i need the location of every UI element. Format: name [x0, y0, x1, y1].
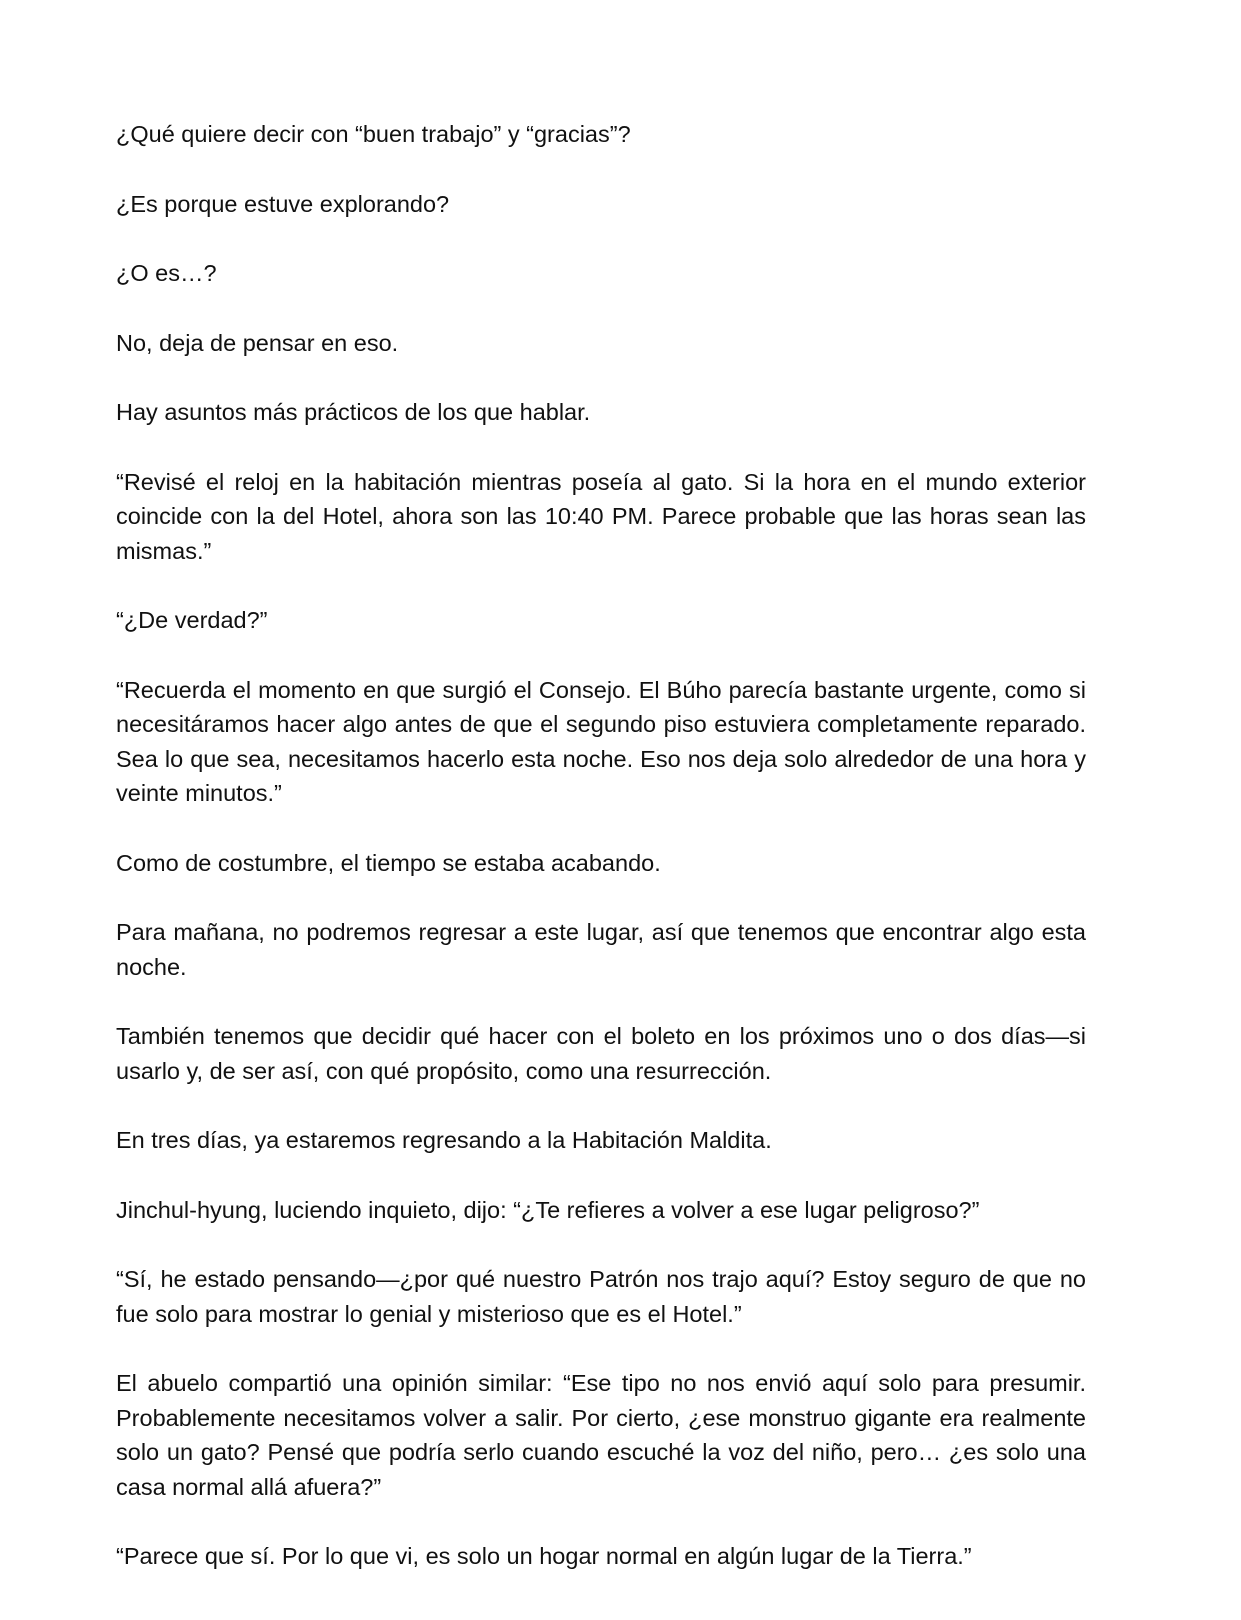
paragraph-11: También tenemos que decidir qué hacer con el boleto en los próximos uno o dos días—si usarlo y, de ser así, con qué propósito, como una resurrección. — [116, 1023, 1086, 1084]
paragraph-3: ¿O es…? — [116, 260, 217, 286]
paragraph-16: “Parece que sí. Por lo que vi, es solo un hogar normal en algún lugar de la Tierra.” — [116, 1543, 972, 1569]
paragraph-15: El abuelo compartió una opinión similar: “Ese tipo no nos envió aquí solo para presumir. Probablemente necesitamos volver a salir. Por cierto, ¿ese monstruo gigante era realmente solo un gato? Pensé que podría serlo cuando escuché la voz del niño, pero… ¿es solo una casa normal allá afuera?” — [116, 1370, 1086, 1500]
document-page — [116, 117, 1086, 1574]
paragraph-4: No, deja de pensar en eso. — [116, 329, 399, 356]
paragraph-7: “¿De verdad?” — [116, 607, 268, 633]
paragraph-14: “Sí, he estado pensando—¿por qué nuestro Patrón nos trajo aquí? Estoy seguro de que no fue solo para mostrar lo genial y misterioso que es el Hotel.” — [116, 1266, 1086, 1327]
paragraph-13: Jinchul-hyung, luciendo inquieto, dijo: “¿Te refieres a volver a ese lugar peligroso?” — [116, 1196, 980, 1223]
paragraph-12: En tres días, ya estaremos regresando a la Habitación Maldita. — [116, 1127, 772, 1153]
paragraph-5: Hay asuntos más prácticos de los que hablar. — [116, 399, 591, 425]
paragraph-1: ¿Qué quiere decir con “buen trabajo” y “gracias”? — [116, 121, 631, 147]
paragraph-8: “Recuerda el momento en que surgió el Consejo. El Búho parecía bastante urgente, como si necesitáramos hacer algo antes de que el segundo piso estuviera completamente reparado. Sea lo que sea, necesitamos hacerlo esta noche. Eso nos deja solo alrededor de una hora y veinte minutos.” — [116, 676, 1086, 806]
paragraph-6: “Revisé el reloj en la habitación mientras poseía al gato. Si la hora en el mundo exterior coincide con la del Hotel, ahora son las 10:40 PM. Parece probable que las horas sean las mismas.” — [116, 468, 1086, 564]
paragraph-10: Para mañana, no podremos regresar a este lugar, así que tenemos que encontrar algo esta noche. — [116, 919, 1086, 980]
paragraph-9: Como de costumbre, el tiempo se estaba acabando. — [116, 849, 661, 876]
paragraph-2: ¿Es porque estuve explorando? — [116, 190, 450, 217]
